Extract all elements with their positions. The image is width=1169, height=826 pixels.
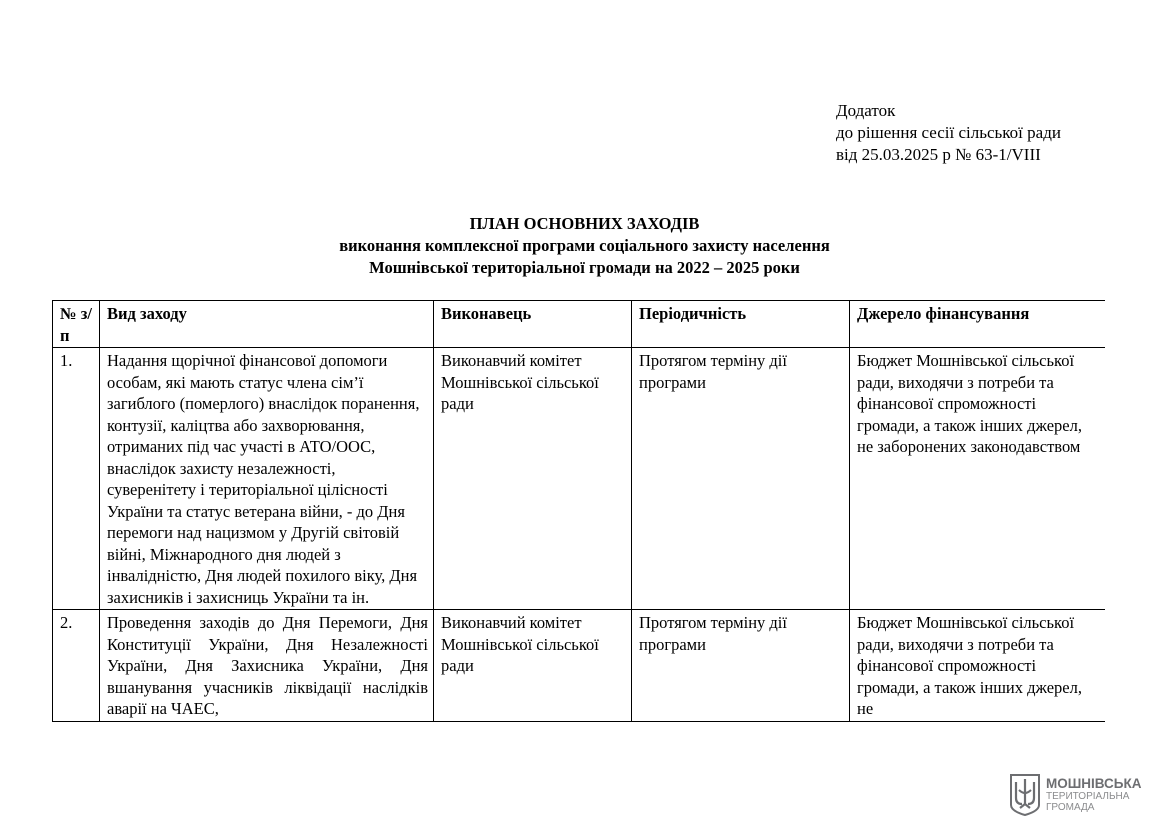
annex-line-1: Додаток	[836, 101, 896, 120]
annex-line-3: від 25.03.2025 р № 63-1/VIII	[836, 145, 1041, 164]
row-measure: Проведення заходів до Дня Перемоги, Дня Конституції України, Дня Незалежності України, Дня Захисника України, Дня вшанування учасників ліквідації наслідків аварії на ЧАЕС,	[100, 610, 434, 722]
trident-icon	[1010, 774, 1040, 816]
logo-name: МОШНІВСЬКА	[1046, 776, 1142, 791]
row-executor: Виконавчий комітет Мошнівської сільської ради	[434, 348, 632, 610]
header-funding: Джерело фінансування	[850, 301, 1106, 348]
title-line-1: ПЛАН ОСНОВНИХ ЗАХОДІВ	[469, 214, 700, 233]
header-num: № з/п	[53, 301, 100, 348]
community-logo	[1010, 774, 1142, 816]
logo-text	[1046, 777, 1142, 813]
plan-table	[52, 300, 1105, 722]
row-funding: Бюджет Мошнівської сільської ради, виходячи з потреби та фінансової спроможності громади, а також інших джерел, не заборонених законодавством	[850, 348, 1106, 610]
title-line-3: Мошнівської територіальної громади на 2022 – 2025 роки	[369, 258, 800, 277]
annex-block	[836, 100, 1061, 166]
document-title	[0, 213, 1169, 279]
header-measure: Вид заходу	[100, 301, 434, 348]
row-measure: Надання щорічної фінансової допомоги особам, які мають статус члена сім’ї загиблого (померлого) внаслідок поранення, контузії, каліцтва або захворювання, отриманих під час участі в АТО/ООС, внаслідок захисту незалежності, суверенітету і територіальної цілісності України та статус ветерана війни, - до Дня перемоги над нацизмом у Другій світовій війні, Міжнародного дня людей з інвалідністю, Дня людей похилого віку, Дня захисників і захисниць України та ін.	[100, 348, 434, 610]
annex-line-2: до рішення сесії сільської ради	[836, 123, 1061, 142]
logo-sub-1: ТЕРИТОРІАЛЬНА	[1046, 791, 1130, 802]
logo-sub-2: ГРОМАДА	[1046, 802, 1095, 813]
table-row	[53, 610, 1106, 722]
row-period: Протягом терміну дії програми	[632, 348, 850, 610]
table-header-row	[53, 301, 1106, 348]
row-num: 2.	[53, 610, 100, 722]
row-num: 1.	[53, 348, 100, 610]
header-executor: Виконавець	[434, 301, 632, 348]
header-period: Періодичність	[632, 301, 850, 348]
plan-table-container	[52, 300, 1105, 756]
row-executor: Виконавчий комітет Мошнівської сільської ради	[434, 610, 632, 722]
table-row	[53, 348, 1106, 610]
title-line-2: виконання комплексної програми соціального захисту населення	[339, 236, 830, 255]
row-period: Протягом терміну дії програми	[632, 610, 850, 722]
row-funding: Бюджет Мошнівської сільської ради, виходячи з потреби та фінансової спроможності громади, а також інших джерел, не	[850, 610, 1106, 722]
